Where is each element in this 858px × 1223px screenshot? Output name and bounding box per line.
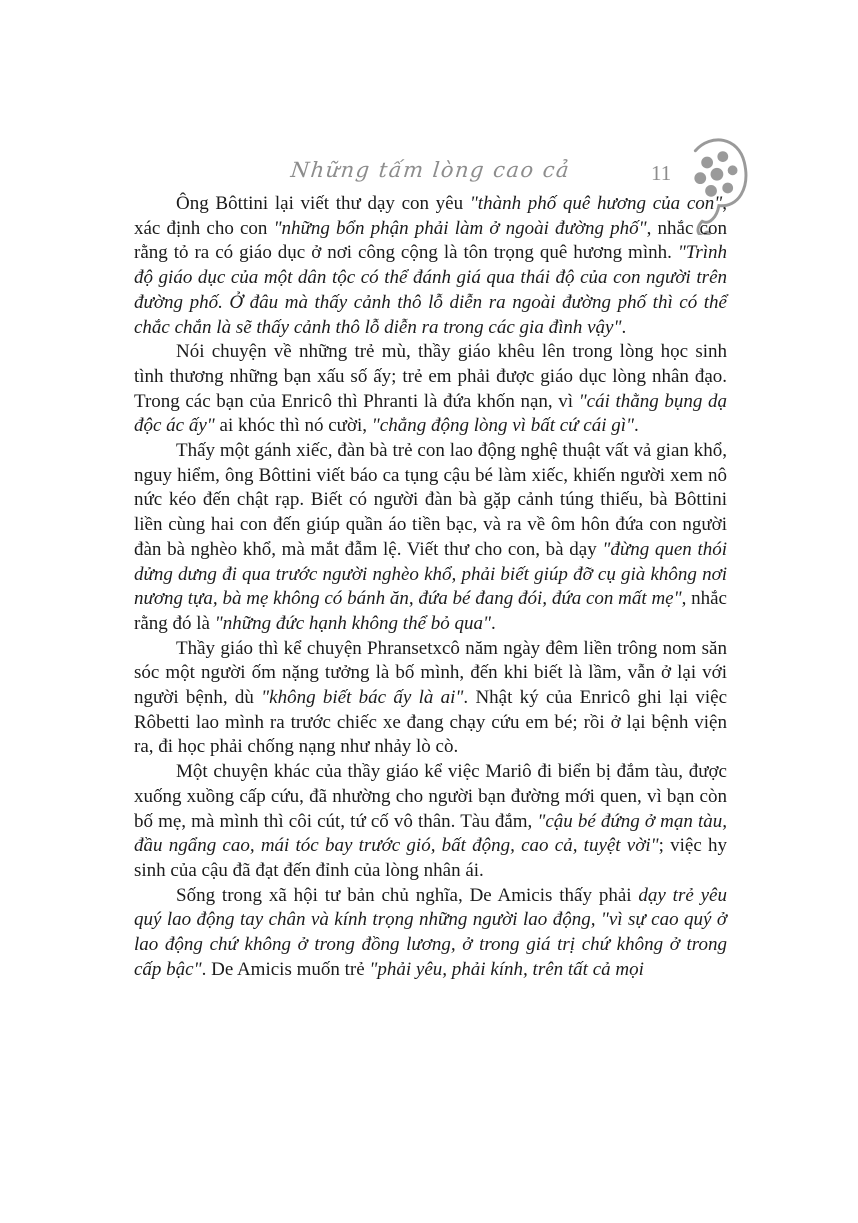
quoted-italic-text: "Trình độ giáo dục của một dân tộc có thể đánh giá qua thái độ của con người trên đường phố. Ở đâu mà thấy cảnh thô lỗ diễn ra ngoài đường phố thì có thể chắc chắn là sẽ thấy cảnh thô lỗ diễn ra trong các gia đình vậy" — [134, 242, 727, 338]
quoted-italic-text: "những đức hạnh không thể bỏ qua" — [214, 612, 491, 634]
body-text-run: . Nhật ký của Enricô ghi lại việc Rôbetti lao mình ra trước chiếc xe đang chạy cứu em bé; rồi ở lại bệnh viện ra, đi học phải chống nạng như nhảy lò cò. — [134, 687, 728, 758]
quoted-italic-text: dạy trẻ yêu quý lao động tay chân và kính trọng những người lao động, "vì sự cao quý ở lao động chứ không ở trong đồng lương, ở trong giá trị chứ không ở trong cấp bậc" — [134, 884, 727, 980]
body-text-run: . — [634, 415, 639, 437]
quoted-italic-text: "phải yêu, phải kính, trên tất cả mọi — [369, 958, 644, 980]
quoted-italic-text: "những bổn phận phải làm ở ngoài đường phố" — [273, 217, 647, 239]
page-header — [134, 152, 727, 192]
body-text-run: Một chuyện khác của thầy giáo kể việc Mariô đi biển bị đắm tàu, được xuống xuồng cấp cứu, đã nhường cho người bạn đường mới quen, vì bạn còn bố mẹ, mà mình thì côi cút, tứ cố vô thân. Tàu đắm, — [134, 761, 727, 832]
quoted-italic-text: "cậu bé đứng ở mạn tàu, đầu ngẩng cao, mái tóc bay trước gió, bất động, cao cả, tuyệt vời" — [134, 810, 727, 857]
body-text-run: . — [621, 316, 627, 338]
body-text-run: Thấy một gánh xiếc, đàn bà trẻ con lao động nghệ thuật vất vả gian khổ, nguy hiểm, ông Bôttini viết báo ca tụng cậu bé làm xiếc, khiến người xem nô nức kéo đến chật rạp. Biết có người đàn bà gặp cảnh túng thiếu, bà Bôttini liền cùng hai con đến giúp quần áo tiền bạc, và ra về ôm hôn đứa con người đàn bà nghèo khổ, mà mắt đẫm lệ. Viết thư cho con, bà dạy — [134, 440, 727, 560]
paragraph — [134, 192, 727, 340]
paragraph — [134, 439, 727, 637]
body-text-run: . — [491, 612, 496, 634]
body-text-run: ai khóc thì nó cười, — [214, 415, 372, 437]
body-text-run: , nhắc con rằng tỏ ra có giáo dục ở nơi công cộng là tôn trọng quê hương mình. — [134, 217, 727, 264]
quoted-italic-text: "cái thằng bụng dạ độc ác ấy" — [134, 390, 727, 437]
body-text-run: Thầy giáo thì kể chuyện Phransetxcô năm ngày đêm liền trông nom săn sóc một người ốm nặng tưởng là bố mình, đến khi biết là lầm, vẫn ở lại với người bệnh, dù — [134, 637, 727, 709]
body-text-run: Ông Bôttini lại viết thư dạy con yêu — [176, 193, 470, 214]
paragraph — [134, 760, 727, 884]
body-text-run: Nói chuyện về những trẻ mù, thầy giáo khêu lên trong lòng học sinh tình thương những bạn xấu số ấy; trẻ em phải được giáo dục lòng nhân đạo. Trong các bạn của Enricô thì Phranti là đứa khốn nạn, vì — [134, 341, 727, 412]
paragraph — [134, 340, 727, 439]
body-text-run: ; việc hy sinh của cậu đã đạt đến đỉnh của lòng nhân ái. — [134, 835, 727, 881]
body-text-run: . De Amicis muốn trẻ — [201, 958, 370, 980]
quoted-italic-text: "thành phố quê hương của con" — [469, 193, 723, 214]
paragraph — [134, 884, 727, 983]
quoted-italic-text: "chẳng động lòng vì bất cứ cái gì" — [371, 415, 634, 437]
quoted-italic-text: "đừng quen thói dửng dưng đi qua trước người nghèo khổ, phải biết giúp đỡ cụ già không nơi nương tựa, bà mẹ không có bánh ăn, đứa bé đang đói, đứa con mất mẹ" — [134, 538, 727, 610]
page-number: 11 — [651, 161, 672, 185]
body-text-run: , xác định cho con — [134, 193, 727, 239]
page-body — [134, 192, 727, 983]
running-title: Những tấm lòng cao cả — [289, 158, 572, 182]
quoted-italic-text: "không biết bác ấy là ai" — [261, 687, 464, 709]
paragraph — [134, 637, 727, 761]
body-text-run: , nhắc rằng đó là — [134, 588, 727, 634]
body-text-run: Sống trong xã hội tư bản chủ nghĩa, De Amicis thấy phải — [176, 884, 639, 906]
